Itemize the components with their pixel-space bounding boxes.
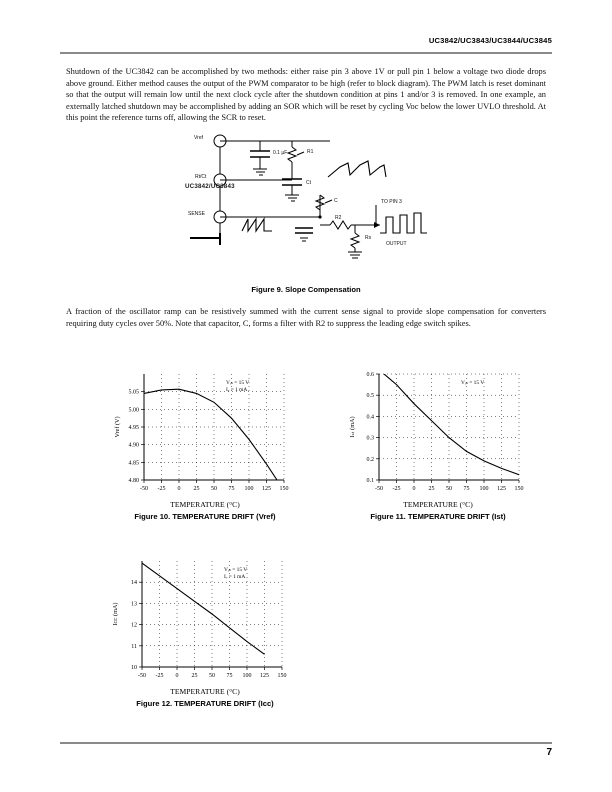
figure11-caption: Figure 11. TEMPERATURE DRIFT (Ist) bbox=[370, 512, 506, 521]
xtick-label: 100 bbox=[244, 486, 254, 492]
xtick-label: -50 bbox=[138, 673, 146, 679]
xtick-label: 75 bbox=[226, 673, 233, 679]
xtick-label: 50 bbox=[446, 486, 452, 492]
ytick-label: 12 bbox=[131, 622, 137, 629]
xtick-label: -25 bbox=[157, 486, 166, 492]
ytick-label: 0.4 bbox=[366, 414, 374, 421]
ytick-label: 11 bbox=[131, 643, 137, 650]
xtick-label: 150 bbox=[279, 486, 289, 492]
xtick-label: -50 bbox=[140, 486, 148, 492]
ytick-label: 4.80 bbox=[128, 478, 139, 484]
ytick-label: 4.95 bbox=[128, 425, 139, 431]
xtick-label: 150 bbox=[277, 673, 287, 679]
yaxis-title: Vref (V) bbox=[114, 416, 121, 438]
figure12-caption: Figure 12. TEMPERATURE DRIFT (Icc) bbox=[136, 699, 274, 708]
xtick-label: 25 bbox=[191, 673, 198, 679]
ytick-label: 0.1 bbox=[366, 478, 374, 484]
xtick-label: 0 bbox=[175, 673, 179, 679]
xtick-label: 75 bbox=[228, 486, 235, 492]
xtick-label: 100 bbox=[242, 673, 252, 679]
fig11-plot bbox=[345, 368, 525, 500]
schematic-r1-label: R1 bbox=[307, 149, 314, 155]
schematic-topin-label: TO PIN 3 bbox=[381, 199, 402, 205]
yaxis-title: Iᴄᴄ (mA) bbox=[112, 602, 119, 626]
xtick-label: 25 bbox=[193, 486, 200, 492]
xtick-label: 75 bbox=[463, 486, 470, 492]
xtick-label: 0 bbox=[412, 486, 416, 492]
header-divider bbox=[60, 52, 552, 54]
ytick-label: 0.5 bbox=[366, 393, 374, 400]
xtick-label: 150 bbox=[514, 486, 524, 492]
ytick-label: 10 bbox=[131, 665, 137, 671]
schematic-c-label: C bbox=[334, 198, 338, 204]
xtick-label: 25 bbox=[428, 486, 435, 492]
figure11-xaxis-title: TEMPERATURE (°C) bbox=[403, 500, 473, 509]
ytick-label: 5.05 bbox=[128, 389, 139, 396]
fig10-plot bbox=[110, 368, 290, 500]
xtick-label: -25 bbox=[155, 673, 164, 679]
ytick-label: 4.85 bbox=[128, 460, 139, 467]
chart-annotation: Iₒ = 1 mA bbox=[226, 387, 248, 393]
ytick-label: 5.00 bbox=[128, 407, 139, 414]
figure10-xaxis-title: TEMPERATURE (°C) bbox=[170, 500, 240, 509]
schematic-part-number-label: UC3842/UC3843 bbox=[185, 183, 235, 190]
figure12-xaxis-title: TEMPERATURE (°C) bbox=[170, 687, 240, 696]
chart-annotation: Vᵢₙ = 15 V bbox=[224, 567, 248, 573]
footer-divider bbox=[60, 742, 552, 744]
xtick-label: 50 bbox=[211, 486, 217, 492]
figure10-caption: Figure 10. TEMPERATURE DRIFT (Vref) bbox=[134, 512, 276, 521]
ytick-label: 13 bbox=[131, 601, 137, 608]
schematic-ct-label: Ct bbox=[306, 180, 311, 186]
xtick-label: 125 bbox=[262, 486, 271, 492]
ytick-label: 14 bbox=[131, 580, 137, 587]
yaxis-title: Iₛₜ (mA) bbox=[349, 416, 356, 438]
xtick-label: -25 bbox=[392, 486, 401, 492]
chart-annotation: Vᵢₙ = 15 V bbox=[226, 380, 250, 386]
schematic-output-label: OUTPUT bbox=[386, 241, 407, 247]
schematic-rs-label: Rs bbox=[365, 235, 372, 241]
figure9-caption: Figure 9. Slope Compensation bbox=[251, 285, 361, 294]
xtick-label: -50 bbox=[375, 486, 383, 492]
ytick-label: 0.6 bbox=[366, 372, 374, 378]
page-header-title: UC3842/UC3843/UC3844/UC3845 bbox=[428, 36, 552, 45]
figure9-schematic bbox=[180, 133, 432, 263]
paragraph-slope-compensation: A fraction of the oscillator ramp can be resistively summed with the current sense signal to provide slope compensation for converters requiring duty cycles over 50%. Note that capacitor, C, forms a filter with R2 to suppress the leading edge switch spikes. bbox=[66, 307, 546, 328]
schematic-pin-rtct-label: Rt/Ct bbox=[195, 174, 207, 180]
xtick-label: 50 bbox=[209, 673, 215, 679]
ytick-label: 4.90 bbox=[128, 442, 139, 449]
schematic-drawing bbox=[180, 133, 432, 263]
fig12-plot bbox=[108, 555, 288, 687]
paragraph-shutdown: Shutdown of the UC3842 can be accomplished by two methods: either raise pin 3 above 1V or pull pin 1 below a voltage two diode drops above ground. Either method causes the output of the PWM comparator to be high (refer to block diagram). The PWM latch is reset dominant so that the output will remain low until the next clock cycle after the shutdown condition at pins 1 and/or 3 is removed. In one example, an externally latched shutdown may be accomplished by adding an SOR which will be reset by cycling Voc below the lower UVLO threshold. At this point the reference turns off, allowing the SCR to reset. bbox=[66, 67, 546, 123]
ytick-label: 0.3 bbox=[366, 435, 374, 442]
xtick-label: 0 bbox=[177, 486, 181, 492]
schematic-r2-label: R2 bbox=[335, 215, 342, 221]
xtick-label: 125 bbox=[260, 673, 269, 679]
figure10-chart bbox=[110, 368, 290, 500]
chart-annotation: Vᵢₙ = 15 V bbox=[461, 380, 485, 386]
xtick-label: 100 bbox=[479, 486, 489, 492]
data-curve bbox=[142, 563, 265, 654]
figure11-chart bbox=[345, 368, 525, 500]
chart-annotation: Iₒ = 1 mA bbox=[224, 574, 246, 580]
data-curve bbox=[144, 389, 277, 480]
schematic-pin-vref-label: Vref bbox=[194, 135, 203, 141]
page-number: 7 bbox=[546, 747, 552, 758]
figure12-chart bbox=[108, 555, 288, 687]
schematic-c1-label: 0.1 µF bbox=[273, 150, 288, 156]
xtick-label: 125 bbox=[497, 486, 506, 492]
schematic-pin-sense-label: SENSE bbox=[188, 211, 205, 217]
ytick-label: 0.2 bbox=[366, 456, 374, 463]
